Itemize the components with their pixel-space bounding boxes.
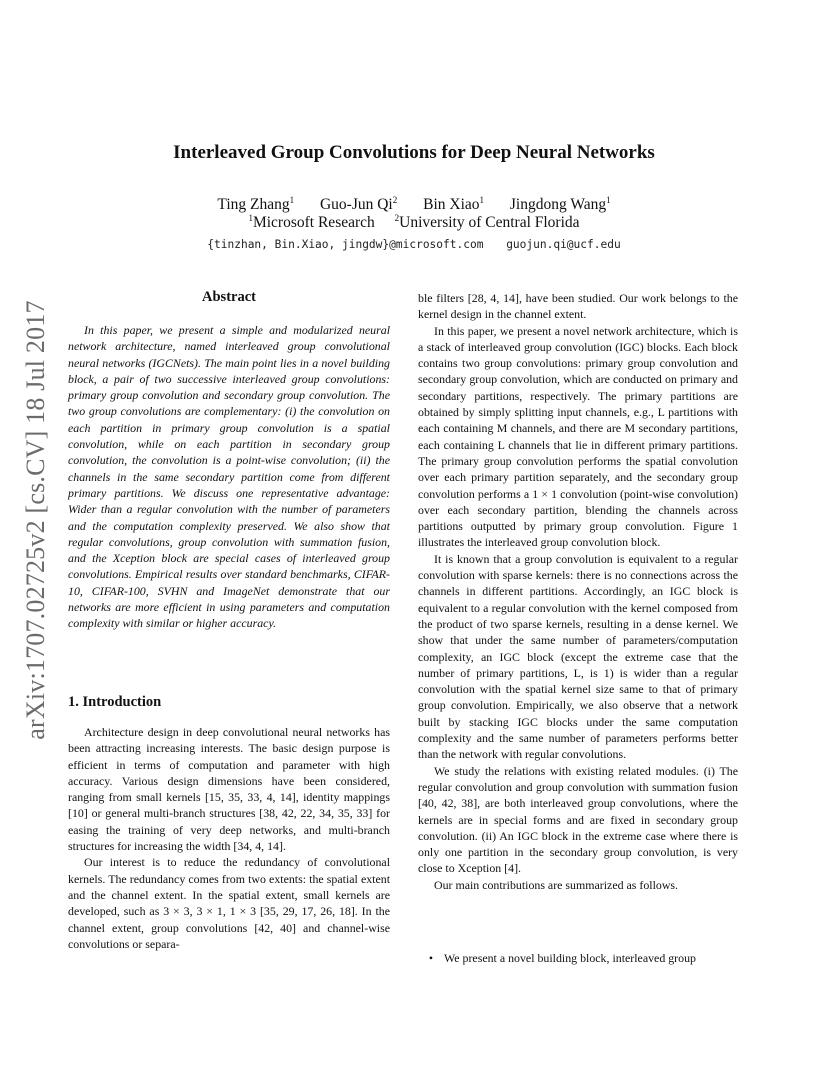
section-heading-introduction: 1. Introduction [68,694,162,710]
paragraph: We study the relations with existing related modules. (i) The regular convolution and group convolution with summation fusion [40, 42, 38], are both interleaved group convolutions, where the kernels are in special forms and are fixed in secondary group convolution. (ii) An IGC block in the extreme case where there is only one partition in the secondary group convolution, is very close to Xception [4]. [418,763,738,876]
paragraph: Architecture design in deep convolutional neural networks has been attracting increasing interests. The basic design purpose is efficient in terms of computation and parameter with high accuracy. Various design dimensions have been considered, ranging from small kernels [15, 35, 33, 4, 14], identity mappings [10] or general multi-branch structures [38, 42, 22, 34, 35, 33] for easing the training of very deep networks, and multi-branch structures for increasing the width [34, 4, 14]. [68,725,390,854]
introduction-body [68,724,390,952]
bullet-dot-icon: • [428,951,434,965]
paragraph: Our main contributions are summarized as follows. [434,877,679,892]
paragraph: Our interest is to reduce the redundancy of convolutional kernels. The redundancy comes from two extents: the spatial extent and the channel extent. In the spatial extent, small kernels are developed, such as 3 × 3, 3 × 1, 1 × 3 [35, 29, 17, 26, 18]. In the channel extent, group convolutions [42, 40] and channel-wise convolutions or separa- [68,855,390,951]
email-ucf: guojun.qi@ucf.edu [506,238,621,251]
abstract-text: In this paper, we present a simple and modularized neural network architecture, named interleaved group convolutional neural networks (IGCNets). The main point lies in a novel building block, a pair of two successive interleaved group convolutions: primary group convolution and secondary group convolution. The two group convolutions are complementary: (i) the convolution on each partition in primary group convolution is a spatial convolution, while on each partition in secondary group convolution, the convolution is a point-wise convolution; (ii) the channels in the same secondary partition come from different primary partitions. We discuss one representative advantage: Wider than a regular convolution with the number of parameters and the computation complexity preserved. We also show that regular convolutions, group convolution with summation fusion, and the Xception block are special cases of interleaved group convolutions. Empirical results over standard benchmarks, CIFAR-10, CIFAR-100, SVHN and ImageNet demonstrate that our networks are more efficient in using parameters and computation complexity with similar or higher accuracy. [68,323,390,631]
author: Bin Xiao$^1$ [423,195,485,213]
paper-title: Interleaved Group Convolutions for Deep Neural Networks [173,142,655,163]
right-column-body [418,290,738,893]
affiliation-list [0,214,828,232]
bullet-text: We present a novel building block, interleaved group [444,951,696,965]
affiliation: $^2$University of Central Florida [394,213,580,231]
affiliation: $^1$Microsoft Research [248,213,375,231]
arxiv-id-text: arXiv:1707.02725v2 [cs.CV] 18 Jul 2017 [21,300,50,740]
email-microsoft: {tinzhan, Bin.Xiao, jingdw}@microsoft.com [207,238,484,251]
abstract-heading: Abstract [202,289,256,305]
email-line [0,238,828,251]
author-list [0,196,828,214]
author: Jingdong Wang$^1$ [509,195,611,213]
paragraph: In this paper, we present a novel network architecture, which is a stack of interleaved group convolution (IGC) blocks. Each block contains two group convolutions: primary group convolution and secondary group convolution, which are conducted on primary and secondary partitions, respectively. The primary partitions are obtained by simply splitting input channels, e.g., L partitions with each containing M channels, and there are M secondary partitions, each containing L channels that lie in different primary partitions. The primary group convolution performs the spatial convolution over each primary partition separately, and the secondary group convolution performs a 1 × 1 convolution (point-wise convolution) over each secondary partition, blending the channels across partitions outputted by primary group convolution. Figure 1 illustrates the interleaved group convolution block. [418,323,738,550]
paragraph: ble filters [28, 4, 14], have been studied. Our work belongs to the kernel design in the channel extent. [418,291,738,322]
contribution-bullet [418,950,738,966]
paragraph: It is known that a group convolution is equivalent to a regular convolution with sparse kernels: there is no connections across the channels in different partitions. Accordingly, an IGC block is equivalent to a regular convolution with the kernel composed from the product of two sparse kernels, resulting in a dense kernel. We show that under the same number of parameters/computation complexity, an IGC block (except the extreme case that the number of primary partitions, L, is 1) is wider than a regular convolution with the spatial kernel size same to that of primary group convolution. Empirically, we also observe that a network built by stacking IGC blocks under the same computation complexity and the same number of parameters performs better than the network with regular convolutions. [418,551,738,762]
author: Ting Zhang$^1$ [217,195,295,213]
author: Guo-Jun Qi$^2$ [319,195,398,213]
